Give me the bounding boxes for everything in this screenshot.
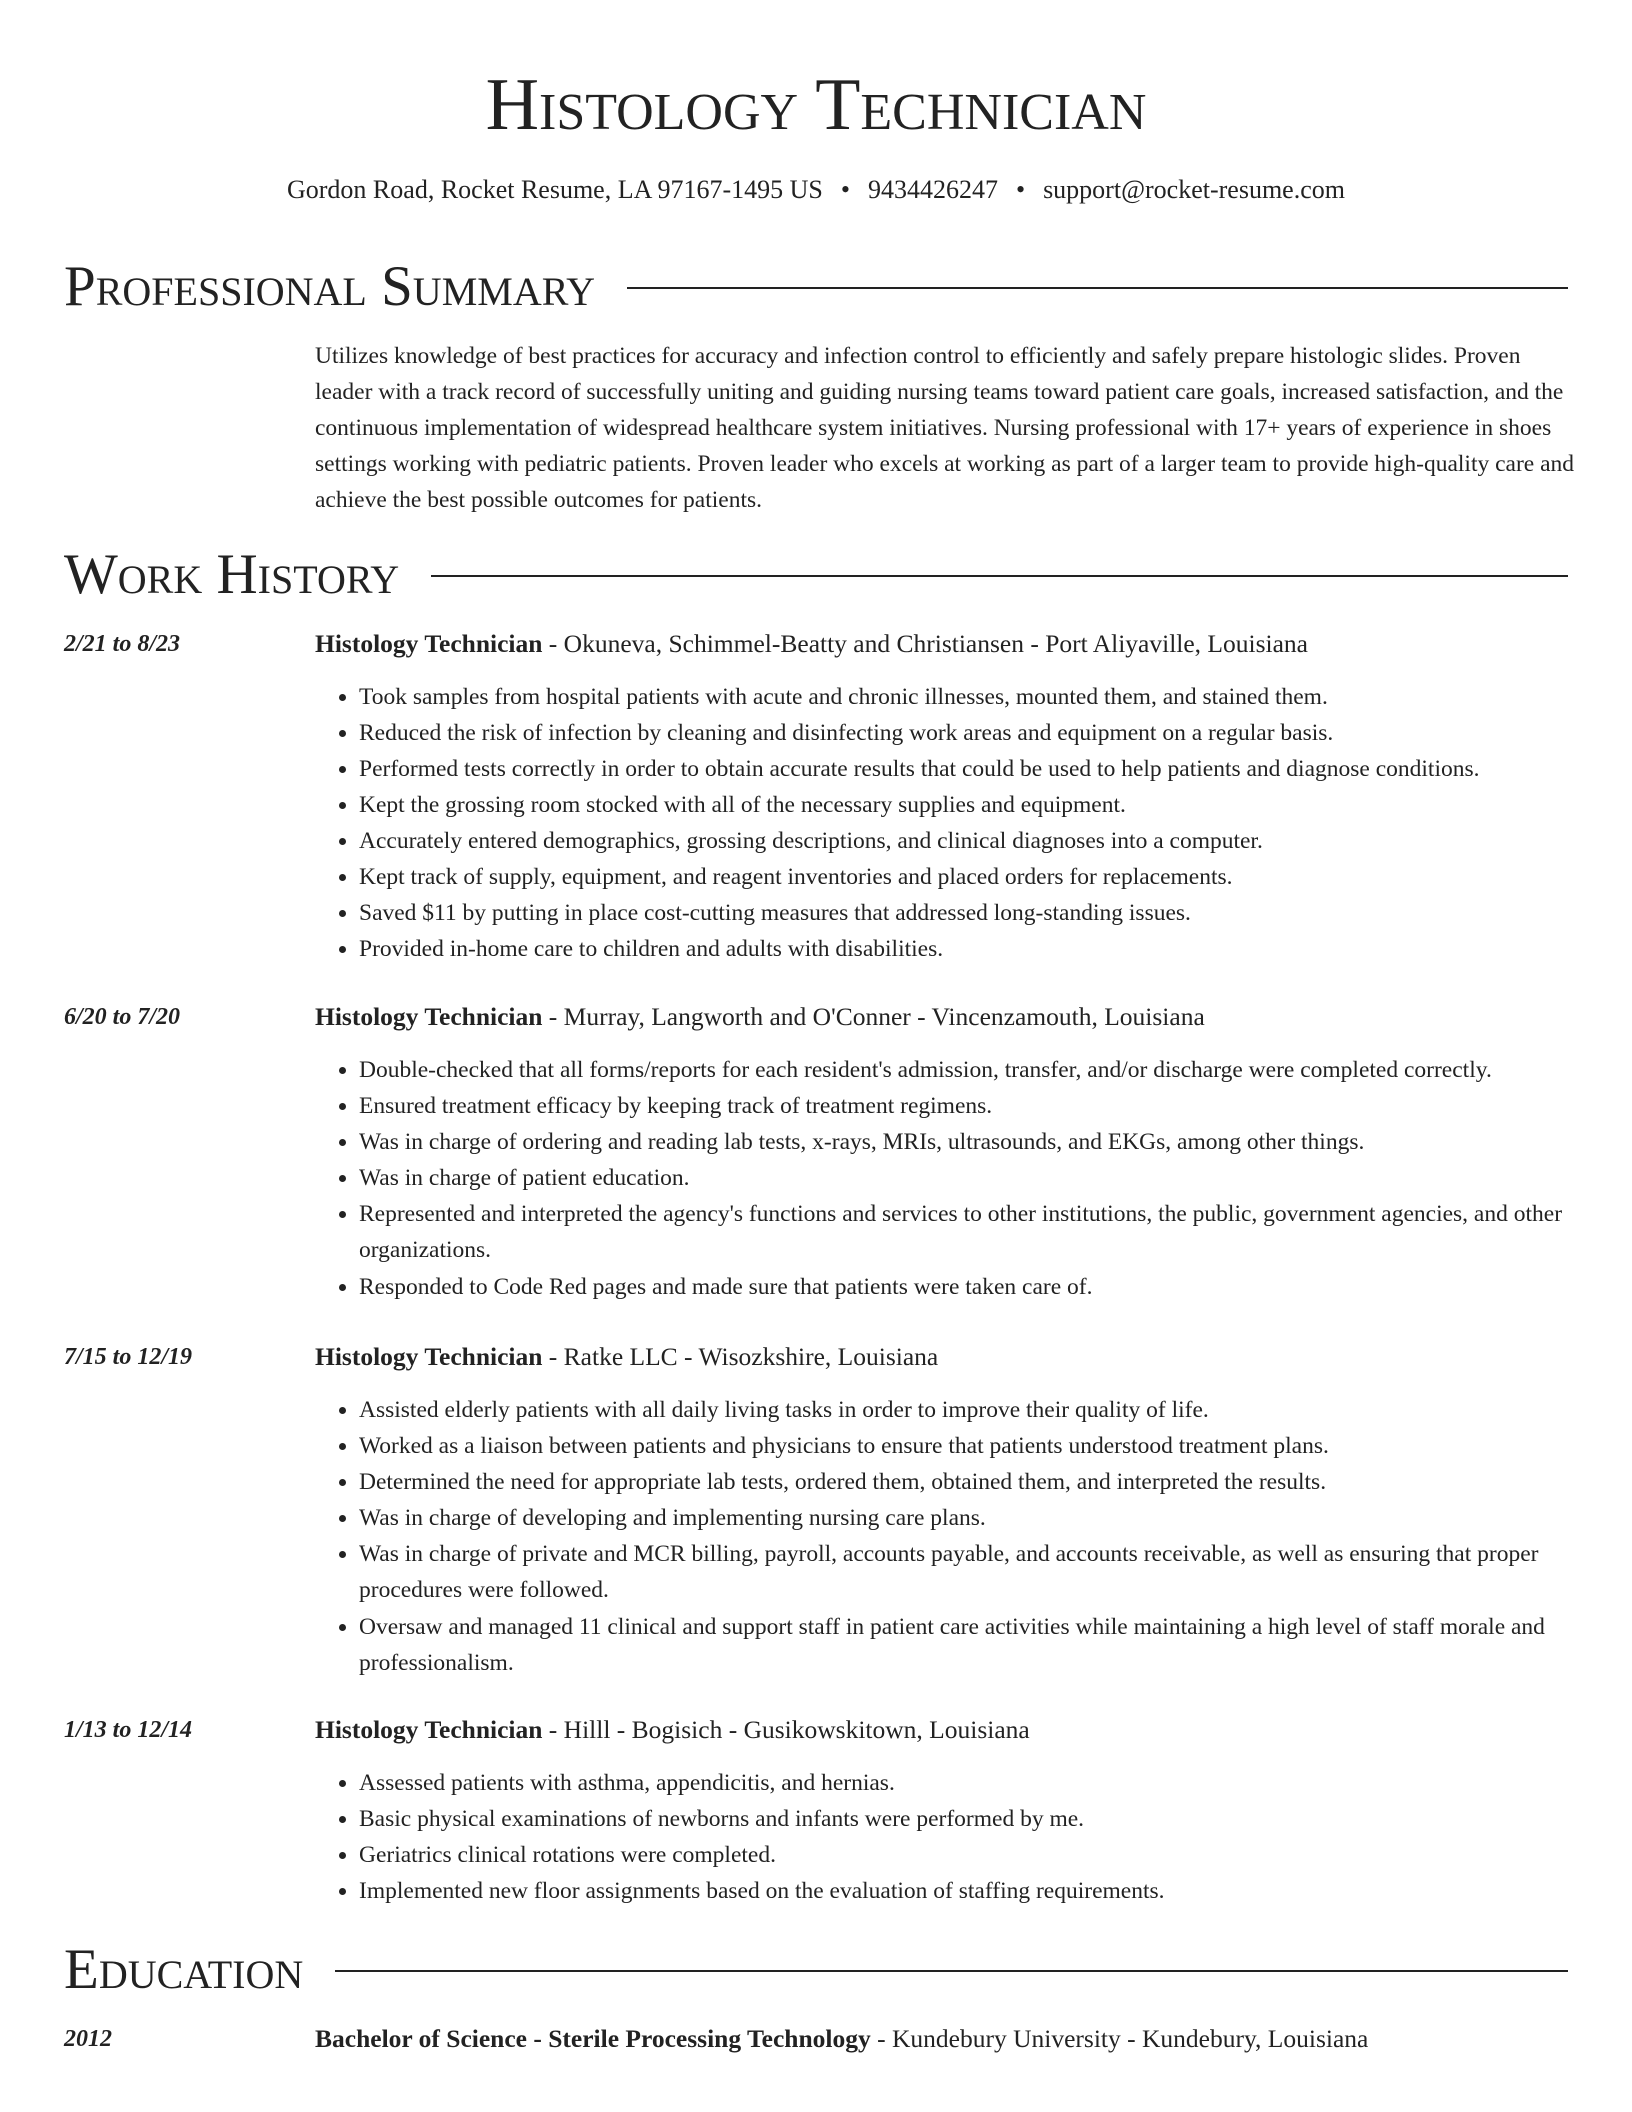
job-title-line <box>315 1713 1030 1747</box>
education-line <box>315 2022 1368 2056</box>
job-bullet: • Provided in-home care to children and adults with disabilities. <box>359 931 1619 967</box>
job-title: Histology Technician <box>315 1342 543 1371</box>
work-history-heading: Work History <box>64 543 400 606</box>
job-dates: 6/20 to 7/20 <box>64 1004 181 1030</box>
job-bullet: • Was in charge of private and MCR billing, payroll, accounts payable, and accounts receivable, as well as ensuring that proper procedures were followed. <box>359 1536 1619 1608</box>
job-bullet: • Performed tests correctly in order to obtain accurate results that could be used to help patients and diagnose conditions. <box>359 751 1619 787</box>
job-bullet: • Kept the grossing room stocked with all of the necessary supplies and equipment. <box>359 787 1619 823</box>
job-title-line <box>315 1000 1205 1034</box>
contact-address: Gordon Road, Rocket Resume, LA 97167-1495 US <box>287 175 823 204</box>
job-dates: 1/13 to 12/14 <box>64 1717 193 1743</box>
job-bullet: • Basic physical examinations of newborns and infants were performed by me. <box>359 1801 1619 1837</box>
job-title-line <box>315 627 1308 661</box>
job-bullet: • Kept track of supply, equipment, and reagent inventories and placed orders for replacements. <box>359 859 1619 895</box>
section-divider <box>431 575 1568 577</box>
job-bullet: • Double-checked that all forms/reports for each resident's admission, transfer, and/or discharge were completed correctly. <box>359 1052 1619 1088</box>
candidate-name: Histology Technician <box>485 64 1147 146</box>
job-bullet: • Oversaw and managed 11 clinical and support staff in patient care activities while maintaining a high level of staff morale and professionalism. <box>359 1609 1619 1681</box>
summary-text: Utilizes knowledge of best practices for accuracy and infection control to efficiently and safely prepare histologic slides. Proven leader with a track record of successfully uniting and guiding nursing teams toward patient care goals, increased satisfaction, and the continuous implementation of widespread healthcare system initiatives. Nursing professional with 17+ years of experience in shoes settings working with pediatric patients. Proven leader who excels at working as part of a larger team to provide high-quality care and achieve the best possible outcomes for patients. <box>315 343 1575 513</box>
job-dates: 2/21 to 8/23 <box>64 631 181 657</box>
contact-phone: 9434426247 <box>867 175 998 204</box>
education-year: 2012 <box>64 2026 112 2052</box>
job-bullet: • Accurately entered demographics, grossing descriptions, and clinical diagnoses into a computer. <box>359 823 1619 859</box>
job-bullet: • Was in charge of patient education. <box>359 1160 1619 1196</box>
job-bullet: • Assisted elderly patients with all daily living tasks in order to improve their quality of life. <box>359 1392 1619 1428</box>
job-bullets <box>315 1052 1619 1305</box>
job-dates: 7/15 to 12/19 <box>64 1344 193 1370</box>
job-bullet: • Responded to Code Red pages and made sure that patients were taken care of. <box>359 1269 1619 1305</box>
job-bullet: • Worked as a liaison between patients and physicians to ensure that patients understood treatment plans. <box>359 1428 1619 1464</box>
contact-separator: • <box>840 175 850 204</box>
job-employer: - Murray, Langworth and O'Conner - Vincenzamouth, Louisiana <box>542 1002 1205 1031</box>
work-history-section-header <box>64 540 1568 610</box>
job-bullet: • Took samples from hospital patients with acute and chronic illnesses, mounted them, and stained them. <box>359 679 1619 715</box>
job-title-line <box>315 1340 938 1374</box>
job-bullet: • Was in charge of ordering and reading lab tests, x-rays, MRIs, ultrasounds, and EKGs, among other things. <box>359 1124 1619 1160</box>
job-bullet: • Assessed patients with asthma, appendicitis, and hernias. <box>359 1765 1619 1801</box>
education-section-header <box>64 1935 1568 2005</box>
contact-separator: • <box>1015 175 1026 204</box>
section-divider <box>335 1970 1568 1972</box>
education-school: - Kundebury University - Kundebury, Louisiana <box>870 2024 1369 2053</box>
job-title: Histology Technician <box>315 629 543 658</box>
contact-line <box>0 174 1632 206</box>
job-employer: - Okuneva, Schimmel-Beatty and Christiansen - Port Aliyaville, Louisiana <box>542 629 1308 658</box>
education-degree: Bachelor of Science - Sterile Processing Technology <box>315 2024 871 2053</box>
job-bullet: • Geriatrics clinical rotations were completed. <box>359 1837 1619 1873</box>
job-bullets <box>315 1392 1619 1681</box>
contact-email[interactable]: support@rocket-resume.com <box>1043 175 1345 204</box>
job-bullet: • Reduced the risk of infection by cleaning and disinfecting work areas and equipment on a regular basis. <box>359 715 1619 751</box>
job-title: Histology Technician <box>315 1715 543 1744</box>
job-bullet: • Was in charge of developing and implementing nursing care plans. <box>359 1500 1619 1536</box>
job-bullets <box>315 1765 1619 1909</box>
job-bullet: • Ensured treatment efficacy by keeping track of treatment regimens. <box>359 1088 1619 1124</box>
section-divider <box>627 287 1568 289</box>
job-employer: - Hilll - Bogisich - Gusikowskitown, Louisiana <box>542 1715 1030 1744</box>
summary-heading: Professional Summary <box>64 255 596 318</box>
job-bullets <box>315 679 1619 967</box>
job-bullet: • Implemented new floor assignments based on the evaluation of staffing requirements. <box>359 1873 1619 1909</box>
job-title: Histology Technician <box>315 1002 543 1031</box>
summary-section-header <box>64 252 1568 322</box>
job-employer: - Ratke LLC - Wisozkshire, Louisiana <box>542 1342 939 1371</box>
job-bullet: • Determined the need for appropriate lab tests, ordered them, obtained them, and interpreted the results. <box>359 1464 1619 1500</box>
job-bullet: • Represented and interpreted the agency's functions and services to other institutions, the public, government agencies, and other organizations. <box>359 1196 1619 1268</box>
education-heading: Education <box>64 1938 304 2001</box>
job-bullet: • Saved $11 by putting in place cost-cutting measures that addressed long-standing issues. <box>359 895 1619 931</box>
